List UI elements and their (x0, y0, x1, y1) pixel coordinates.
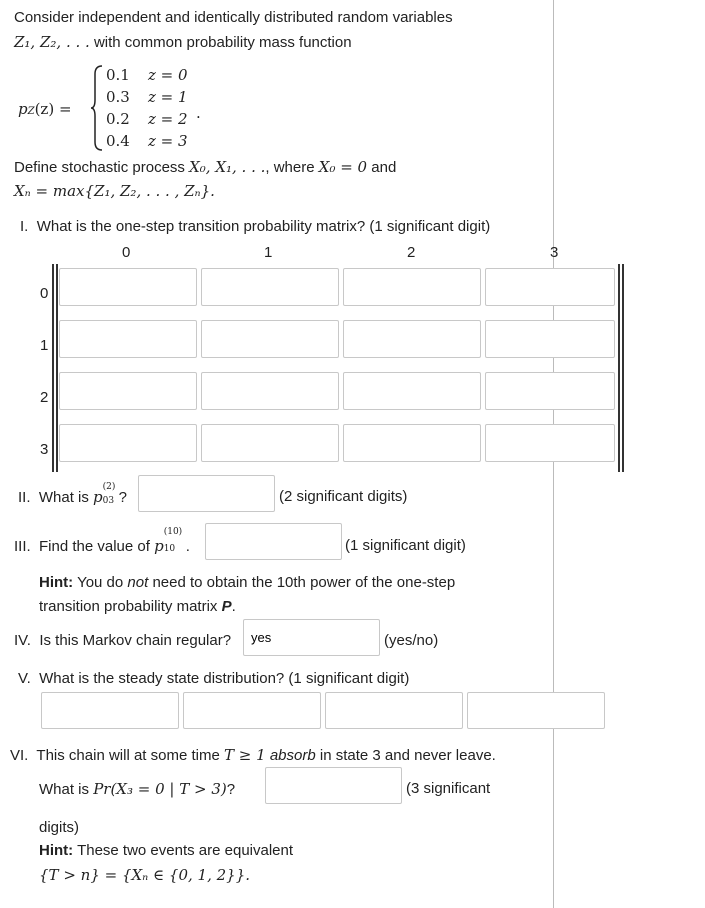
col-header-1: 1 (264, 244, 273, 261)
q4-text: IV. Is this Markov chain regular? (14, 632, 232, 649)
q3-hint-line-2: transition probability matrix P. (39, 598, 236, 615)
q2-note: (2 significant digits) (279, 488, 408, 505)
pmf-period: . (196, 104, 201, 122)
matrix-cell-2-2[interactable] (343, 372, 481, 410)
pmf-rows (106, 66, 188, 154)
q3-note: (1 significant digit) (345, 537, 466, 554)
q4-note: (yes/no) (384, 632, 439, 649)
matrix-bracket-right (622, 264, 624, 472)
pmf-row: 0.3 z = 1 (106, 88, 188, 106)
pmf-label (18, 100, 72, 118)
pmf-p: p (18, 100, 28, 118)
matrix-cell-2-3[interactable] (485, 372, 615, 410)
q6-hint-expr: {T > n} = {Xₙ ∈ {0, 1, 2}}. (39, 866, 251, 884)
pmf-row: 0.1 z = 0 (106, 66, 188, 84)
row-header-3: 3 (40, 441, 49, 458)
q3-text: III. Find the value of p (10) 10 . (14, 527, 190, 555)
pmf-arg: (z) = (34, 100, 72, 118)
define-line-2: Xₙ = max{Z₁, Z₂, . . . , Zₙ}. (14, 182, 215, 200)
q6-note: (3 significant (406, 780, 491, 797)
pmf-row: 0.4 z = 3 (106, 132, 188, 150)
matrix-cell-3-2[interactable] (343, 424, 481, 462)
matrix-cell-0-1[interactable] (201, 268, 339, 306)
q6-answer-input[interactable] (265, 767, 402, 804)
steady-state-input-1[interactable] (183, 692, 321, 729)
q2-answer-input[interactable] (138, 475, 275, 512)
intro-line-1: Consider independent and identically distributed random variables (14, 9, 453, 26)
matrix-cell-1-0[interactable] (59, 320, 197, 358)
matrix-bracket-left (52, 264, 54, 472)
matrix-cell-3-0[interactable] (59, 424, 197, 462)
matrix-cell-3-3[interactable] (485, 424, 615, 462)
intro-line-2 (14, 33, 352, 51)
q2-text: II. What is p (2) 03 ? (18, 482, 127, 506)
col-header-2: 2 (407, 244, 416, 261)
matrix-cell-1-1[interactable] (201, 320, 339, 358)
steady-state-input-0[interactable] (41, 692, 179, 729)
col-header-3: 3 (550, 244, 559, 261)
matrix-cell-2-1[interactable] (201, 372, 339, 410)
pmf-sub: Z (27, 106, 35, 117)
matrix-cell-0-0[interactable] (59, 268, 197, 306)
q1-text: I. What is the one-step transition probability matrix? (1 significant digit) (20, 218, 491, 235)
q3-hint-line-1: Hint: You do not need to obtain the 10th power of the one-step (39, 574, 456, 591)
matrix-cell-2-0[interactable] (59, 372, 197, 410)
intro-line-2-text: with common probability mass function (93, 34, 352, 51)
q5-text: V. What is the steady state distribution? (1 significant digit) (18, 670, 410, 687)
pmf-row: 0.2 z = 2 (106, 110, 188, 128)
matrix-cell-1-2[interactable] (343, 320, 481, 358)
steady-state-input-2[interactable] (325, 692, 463, 729)
q6-note-2: digits) (39, 819, 80, 836)
define-line-1: Define stochastic process X₀, X₁, . . ., where X₀ = 0 and (14, 158, 397, 176)
q6-hint: Hint: These two events are equivalent (39, 842, 294, 859)
row-header-2: 2 (40, 389, 49, 406)
row-header-1: 1 (40, 337, 49, 354)
matrix-cell-0-3[interactable] (485, 268, 615, 306)
row-header-0: 0 (40, 285, 49, 302)
steady-state-input-3[interactable] (467, 692, 605, 729)
q4-answer-input[interactable] (243, 619, 380, 656)
q2-symbol: p (2) 03 (93, 482, 116, 506)
q3-answer-input[interactable] (205, 523, 342, 560)
matrix-cell-3-1[interactable] (201, 424, 339, 462)
matrix-bracket-right-inner (618, 264, 620, 472)
q6-line-2: What is Pr(X₃ = 0 | T > 3)? (39, 780, 236, 798)
matrix-bracket-left-inner (56, 264, 58, 472)
col-header-0: 0 (122, 244, 131, 261)
matrix-cell-1-3[interactable] (485, 320, 615, 358)
q3-symbol: p (10) 10 (154, 527, 183, 555)
pmf-brace (90, 64, 104, 152)
q6-line-1: VI. This chain will at some time T ≥ 1 absorb in state 3 and never leave. (10, 746, 496, 764)
z-sequence: Z₁, Z₂, . . . (14, 33, 90, 51)
matrix-cell-0-2[interactable] (343, 268, 481, 306)
